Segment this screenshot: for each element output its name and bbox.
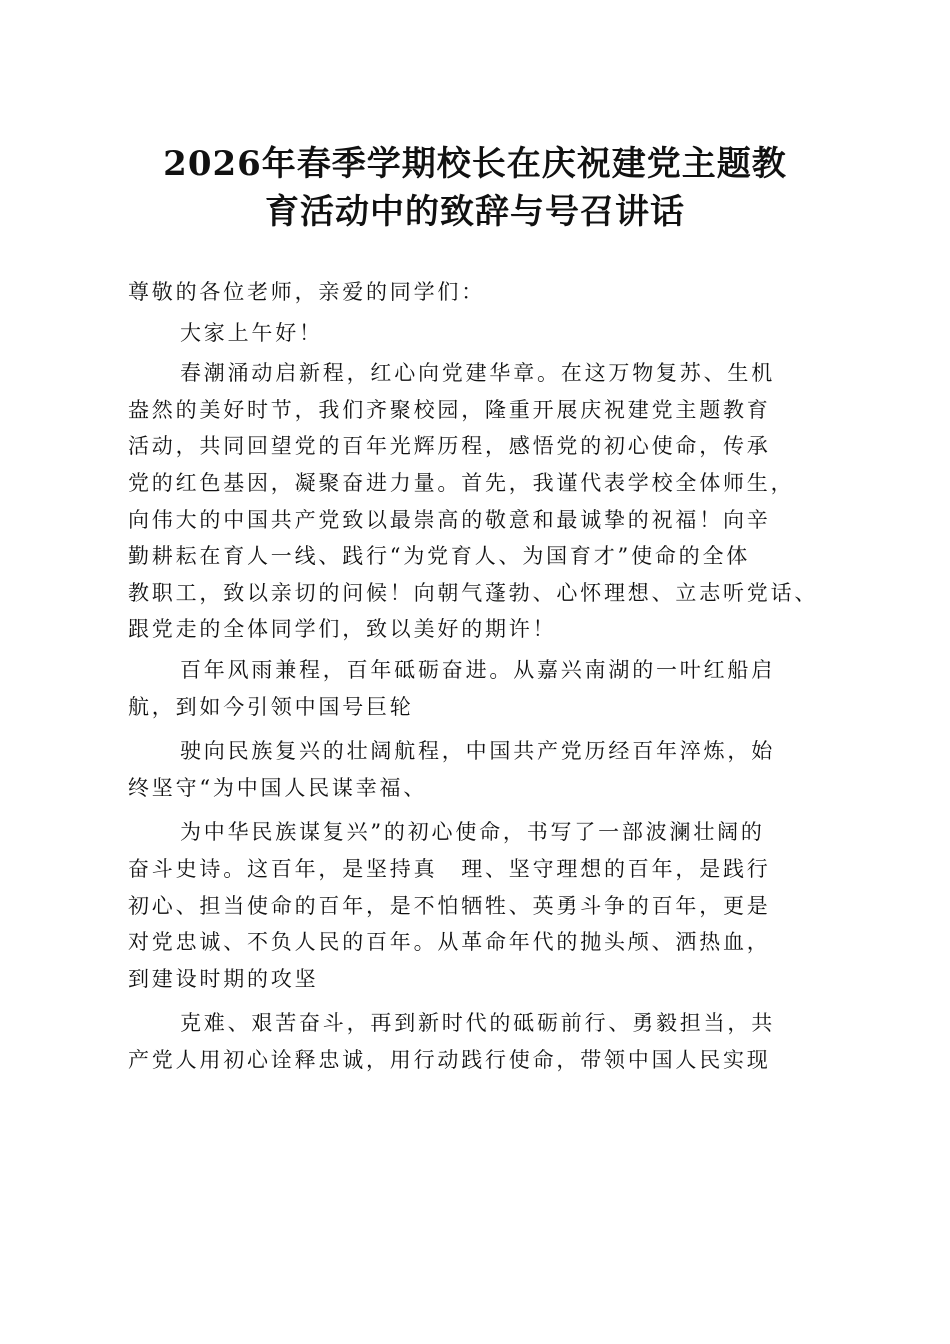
- paragraph-line: 百年风雨兼程，百年砥砺奋进。从嘉兴南湖的一叶红船启: [180, 657, 775, 682]
- paragraph-line: 向伟大的中国共产党致以最崇高的敬意和最诚挚的祝福！向辛: [128, 507, 771, 532]
- paragraph-line: 盎然的美好时节，我们齐聚校园，隆重开展庆祝建党主题教育: [128, 397, 771, 422]
- paragraph-line: 初心、担当使命的百年，是不怕牺牲、英勇斗争的百年，更是: [128, 893, 771, 918]
- paragraph-5: [128, 1005, 828, 1078]
- paragraph-line: 党的红色基因，凝聚奋进力量。首先，我谨代表学校全体师生，: [128, 470, 795, 495]
- salutation: 尊敬的各位老师，亲爱的同学们：: [128, 280, 485, 304]
- paragraph-line: 航，到如今引领中国号巨轮: [128, 694, 414, 719]
- paragraph-line: 到建设时期的攻坚: [128, 966, 319, 991]
- paragraph-line: 跟党走的全体同学们，致以美好的期许！: [128, 617, 557, 642]
- title-line-2: 育活动中的致辞与号召讲话: [265, 192, 685, 232]
- paragraph-line: 为中华民族谋复兴”的初心使命，书写了一部波澜壮阔的: [180, 820, 765, 845]
- paragraph-line: 产党人用初心诠释忠诚，用行动践行使命，带领中国人民实现: [128, 1047, 771, 1072]
- document-title: [100, 140, 850, 236]
- paragraph-line: 克难、艰苦奋斗，再到新时代的砥砺前行、勇毅担当，共: [180, 1011, 775, 1036]
- paragraph-line: 勤耕耘在育人一线、践行“为党育人、为国育才”使命的全体: [128, 544, 751, 569]
- paragraph-line: 对党忠诚、不负人民的百年。从革命年代的抛头颅、洒热血，: [128, 930, 771, 955]
- paragraph-line: 春潮涌动启新程，红心向党建华章。在这万物复苏、生机: [180, 361, 775, 386]
- paragraph-line: 终坚守“为中国人民谋幸福、: [128, 775, 428, 800]
- document-body: [128, 274, 828, 1078]
- paragraph-3: [128, 733, 828, 806]
- paragraph-4: [128, 814, 828, 997]
- paragraph-line: 教职工，致以亲切的问候！向朝气蓬勃、心怀理想、立志听党话、: [128, 580, 819, 605]
- paragraph-line: 活动，共同回望党的百年光辉历程，感悟党的初心使命，传承: [128, 434, 771, 459]
- title-line-1: 2026年春季学期校长在庆祝建党主题教: [163, 144, 787, 184]
- paragraph-1: [128, 355, 828, 648]
- greeting: 大家上午好！: [180, 320, 323, 345]
- paragraph-line: 奋斗史诗。这百年，是坚持真 理、坚守理想的百年，是践行: [128, 856, 771, 881]
- paragraph-line: 驶向民族复兴的壮阔航程，中国共产党历经百年淬炼，始: [180, 739, 775, 764]
- paragraph-2: [128, 652, 828, 725]
